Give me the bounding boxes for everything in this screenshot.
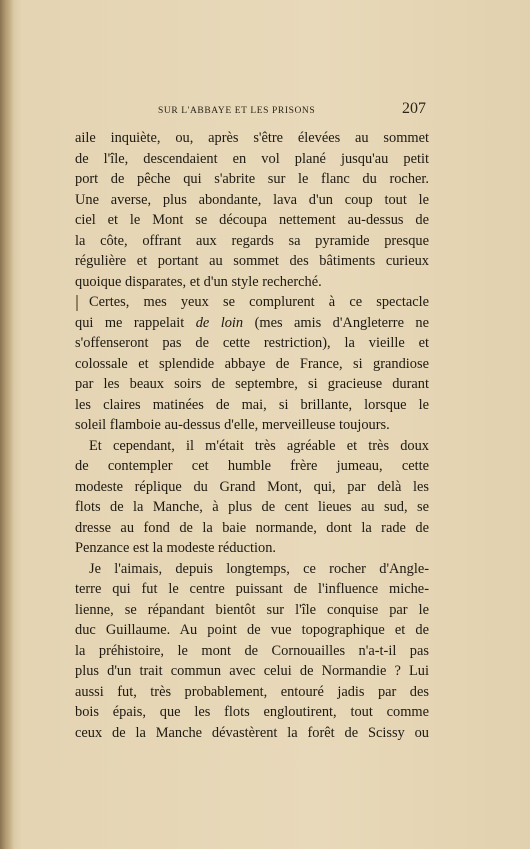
text-line: ciel et le Mont se découpa nettement au-dessus de xyxy=(75,212,429,228)
text-line: la côte, offrant aux regards sa pyramide presque xyxy=(75,232,429,249)
text-line: quoique disparates, et d'un style recherché. xyxy=(75,273,322,290)
text-line: aussi fut, très probablement, entouré jadis par des xyxy=(75,683,429,700)
text-line: les claires matinées de mai, si brillante, lorsque le xyxy=(75,396,429,413)
text-line: Une averse, plus abondante, lava d'un coup tout le xyxy=(75,191,429,208)
text-line: duc Guillaume. Au point de vue topographique et de xyxy=(75,622,429,638)
italic-phrase: de loin xyxy=(195,314,244,331)
text-span: qui me rappelait xyxy=(75,314,196,331)
text-line: modeste réplique du Grand Mont, qui, par delà les xyxy=(75,478,429,495)
text-line: plus d'un trait commun avec celui de Normandie ? Lui xyxy=(75,663,429,679)
text-line: Penzance est la modeste réduction. xyxy=(75,540,276,556)
text-line: Je l'aimais, depuis longtemps, ce rocher d'Angle- xyxy=(89,560,429,577)
text-line: par les beaux soirs de septembre, si gracieuse durant xyxy=(75,376,429,392)
text-line: bois épais, que les flots engloutirent, tout comme xyxy=(75,704,429,720)
text-line: s'offenseront pas de cette restriction), la vieille et xyxy=(75,335,429,351)
text-line: Certes, mes yeux se complurent à ce spectacle xyxy=(89,294,429,310)
page-number: 207 xyxy=(402,100,426,117)
text-line: régulière et portant au sommet des bâtiments curieux xyxy=(75,253,429,269)
text-line: de l'île, descendaient en vol plané jusqu'au petit xyxy=(75,150,429,167)
text-line xyxy=(75,313,429,334)
text-line: colossale et splendide abbaye de France, si grandiose xyxy=(75,355,429,372)
running-title: SUR L'ABBAYE ET LES PRISONS xyxy=(158,106,316,116)
text-line: Et cependant, il m'était très agréable et très doux xyxy=(89,437,429,454)
text-line: dresse au fond de la baie normande, dont la rade de xyxy=(75,519,429,536)
text-line: flots de la Manche, à plus de cent lieues au sud, se xyxy=(75,499,429,515)
text-line: ceux de la Manche dévastèrent la forêt de Scissy ou xyxy=(75,724,429,741)
text-line: port de pêche qui s'abrite sur le flanc du rocher. xyxy=(75,171,429,187)
text-line: de contempler cet humble frère jumeau, cette xyxy=(75,458,429,474)
body-text xyxy=(75,128,429,743)
text-line: terre qui fut le centre puissant de l'influence miche- xyxy=(75,581,429,597)
page-gutter xyxy=(0,0,14,849)
running-head xyxy=(150,100,430,122)
text-line: lienne, se répandant bientôt sur l'île conquise par le xyxy=(75,601,429,618)
text-line: la préhistoire, le mont de Cornouailles n'a-t-il pas xyxy=(75,642,429,659)
text-line: aile inquiète, ou, après s'être élevées au sommet xyxy=(75,130,429,146)
text-span: (mes amis d'Angleterre ne xyxy=(243,314,429,331)
text-line: soleil flamboie au-dessus d'elle, merveilleuse toujours. xyxy=(75,417,390,433)
